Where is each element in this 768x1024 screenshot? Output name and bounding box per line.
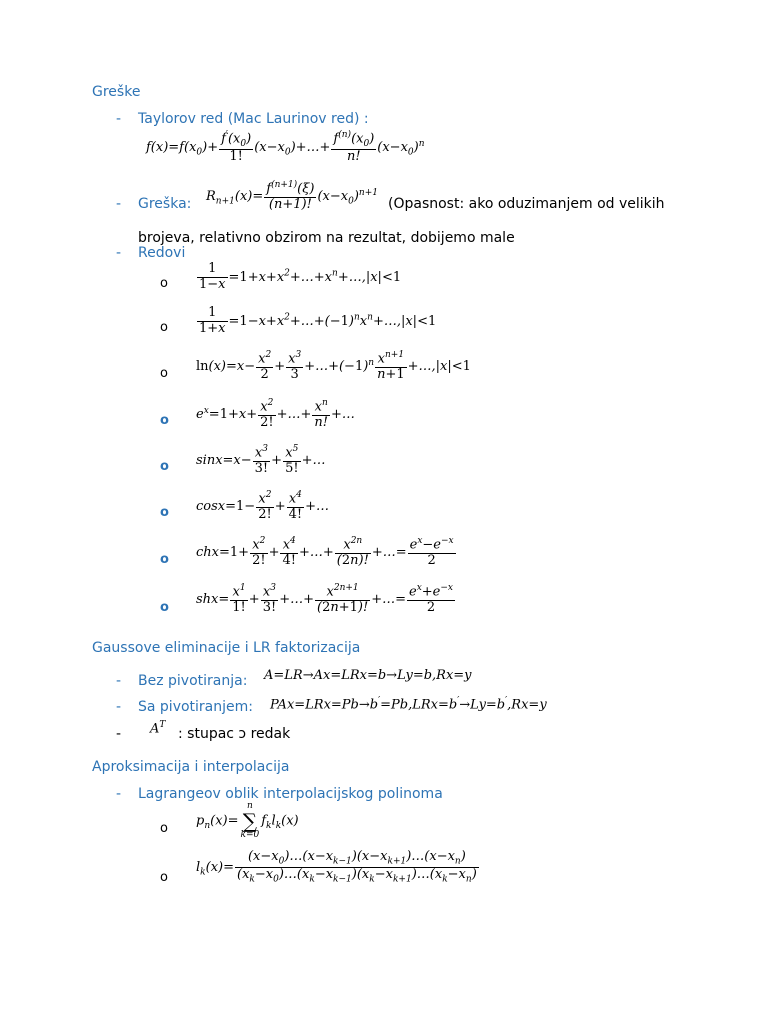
circle-bullet: o <box>160 413 169 428</box>
dash-bullet: - <box>116 786 122 802</box>
series-alternating: $\frac{1}{1+x}$ $=1-x+x^2+\dots+(-1)^nx^n+\dots,|x|<1$ <box>199 305 437 336</box>
dash-bullet: - <box>116 245 122 261</box>
series-sinh: shx= $\frac{x^1}{1!}$ + $\frac{x^3}{3!}$ +…+ $\frac{x^{2n+1}}{(2n+1)!}$ +…= $\frac{e^x+e^{-x}}{2}$ <box>196 583 453 616</box>
taylor-formula: $f(x)=f(x_0)+$ $\frac{f'(x_0)}{1!}$ $(x-x_0)+\dots+$ $\frac{f^{(n)}(x_0)}{n!}$ $(x-x_0)^n$ <box>146 130 425 165</box>
section-heading-greske: Greške <box>92 84 141 100</box>
circle-bullet: o <box>160 821 168 836</box>
opasnost-text-line2: brojeva, relativno obzirom na rezultat, dobijemo male <box>138 230 515 246</box>
error-formula: $R_{n+1}(x)=$ $\frac{f^{(n+1)}(\xi)}{(n+1)!}$ $(x-x_0)^{n+1}$ <box>206 180 378 213</box>
dash-bullet: - <box>116 726 122 742</box>
opasnost-text-line1: (Opasnost: ako oduzimanjem od velikih <box>388 196 665 212</box>
lagrange-basis-formula: $l_k(x)=$ $\frac{(x-x_0)\dots(x-x_{k-1})(x-x_{k+1})\dots(x-x_n)}{(x_k-x_0)\dots(x_k-x_{k-1})(x_k-x_{k+1})\dots(x_k-x_n)}$ <box>196 849 477 885</box>
bez-pivotiranja-label: Bez pivotiranja: <box>138 673 248 689</box>
section-heading-gauss: Gaussove eliminacije i LR faktorizacija <box>92 640 361 656</box>
series-sin: sinx=x− $\frac{x^3}{3!}$ + $\frac{x^5}{5!}$ +… <box>196 444 326 477</box>
circle-bullet: o <box>160 600 169 615</box>
series-cosh: chx=1+ $\frac{x^2}{2!}$ + $\frac{x^4}{4!}$ +…+ $\frac{x^{2n}}{(2n)!}$ +…= $\frac{e^x-e^{-x}}{2}$ <box>196 536 454 569</box>
greska-label: Greška: <box>138 196 192 212</box>
transpose-symbol: $A^T$ <box>150 720 166 737</box>
circle-bullet: o <box>160 552 169 567</box>
dash-bullet: - <box>116 673 122 689</box>
circle-bullet: o <box>160 505 169 520</box>
lagrange-label: Lagrangeov oblik interpolacijskog polinoma <box>138 786 443 802</box>
series-geometric: $\frac{1}{1-x}$ $=1+x+x^2+\dots+x^n+\dots,|x|<1$ <box>199 261 402 292</box>
circle-bullet: o <box>160 459 169 474</box>
lagrange-polynomial-formula: $p_n(x)=$ n ∑ k=0 $f_kl_k(x)$ <box>196 801 299 840</box>
sa-pivotiranjem-label: Sa pivotiranjem: <box>138 699 253 715</box>
circle-bullet: o <box>160 366 168 381</box>
circle-bullet: o <box>160 870 168 885</box>
lr-no-pivot-formula: A=LR→Ax=LRx=b→Ly=b,Rx=y <box>264 668 472 683</box>
dash-bullet: - <box>116 699 122 715</box>
circle-bullet: o <box>160 320 168 335</box>
redovi-label: Redovi <box>138 245 186 261</box>
series-ln: ln(x)=x− $\frac{x^2}{2}$ + $\frac{x^3}{3}$ $+\dots+(-1)^n$ $\frac{x^{n+1}}{n+1}$ +…,|x|<1 <box>196 350 471 383</box>
dash-bullet: - <box>116 111 122 127</box>
lr-pivot-formula: PAx=LRx=Pb→b′=Pb,LRx=b′→Ly=b′,Rx=y <box>270 696 547 713</box>
series-exp: $e^x=1+x+$ $\frac{x^2}{2!}$ +…+ $\frac{x^n}{n!}$ +… <box>196 398 355 431</box>
dash-bullet: - <box>116 196 122 212</box>
circle-bullet: o <box>160 276 168 291</box>
transpose-text: : stupac ↄ redak <box>178 726 291 742</box>
taylor-label: Taylorov red (Mac Laurinov red) : <box>138 111 369 127</box>
series-cos: cosx=1− $\frac{x^2}{2!}$ + $\frac{x^4}{4!}$ +… <box>196 490 330 523</box>
section-heading-aproksimacija: Aproksimacija i interpolacija <box>92 759 290 775</box>
